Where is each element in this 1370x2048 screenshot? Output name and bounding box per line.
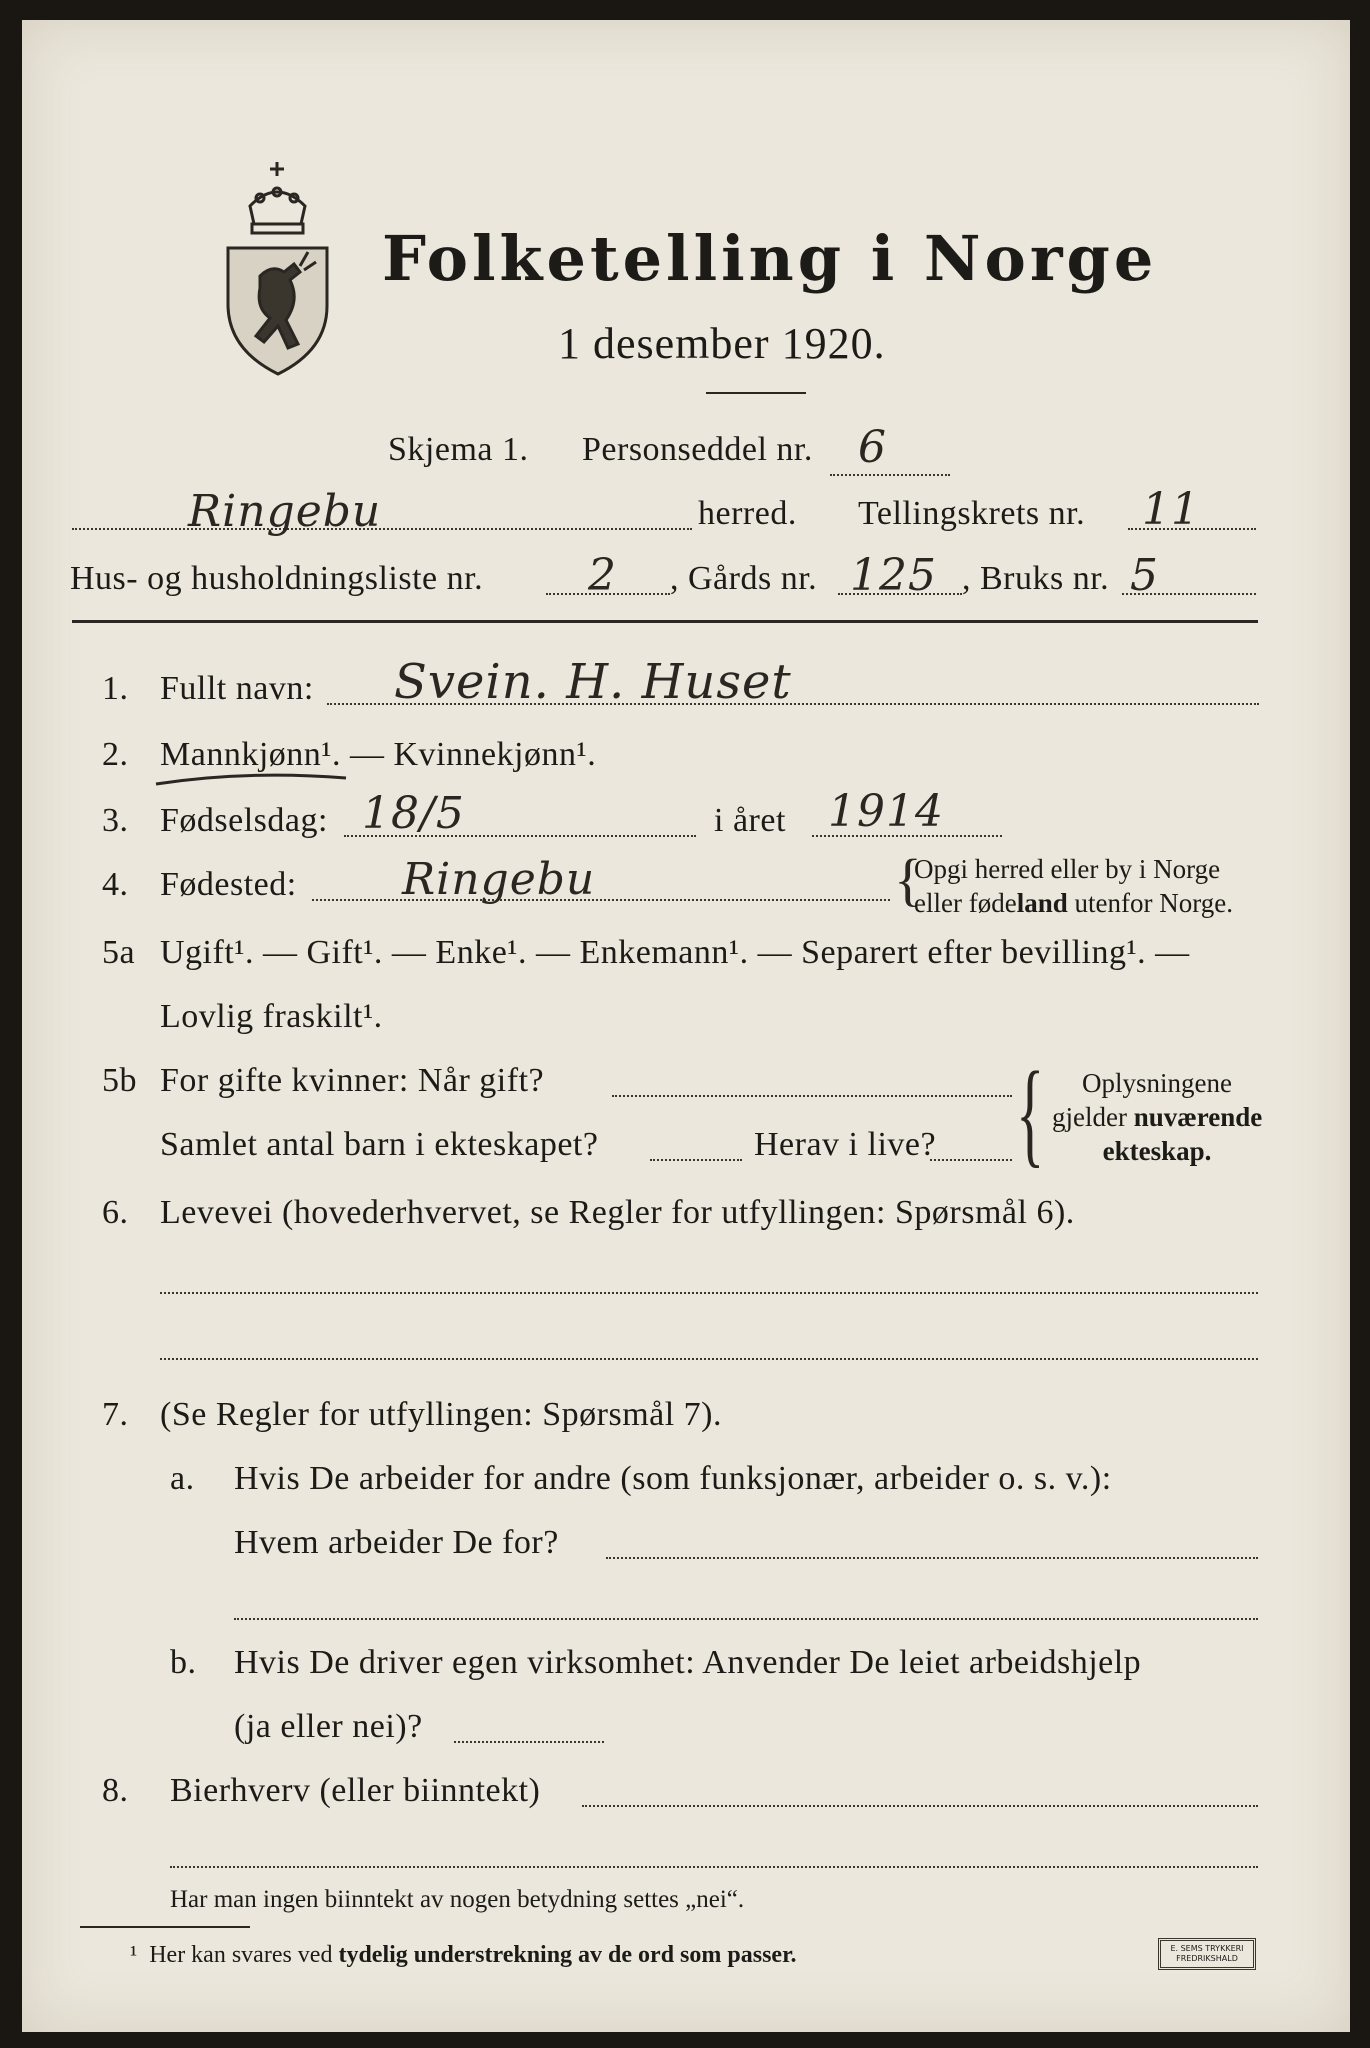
side-income-label: Bierhverv (eller biinntekt) xyxy=(170,1772,541,1809)
husliste-label: Hus- og husholdningsliste nr. xyxy=(70,560,484,597)
tellingskrets-label: Tellingskrets nr. xyxy=(858,495,1086,532)
hired-help-label: (ja eller nei)? xyxy=(234,1708,423,1745)
birthday-label: Fødselsdag: xyxy=(160,802,328,839)
side-income-field-2[interactable] xyxy=(170,1866,1258,1868)
title-divider xyxy=(706,392,806,394)
husliste-field[interactable]: 2 xyxy=(588,550,617,601)
children-count-label: Samlet antal barn i ekteskapet? xyxy=(160,1126,599,1163)
works-for-others-label: Hvis De arbeider for andre (som funksjonær, arbeider o. s. v.): xyxy=(234,1460,1112,1497)
married-when-label: For gifte kvinner: Når gift? xyxy=(160,1062,545,1099)
footnote-divider xyxy=(80,1926,250,1928)
employer-field[interactable] xyxy=(606,1557,1258,1559)
birthplace-field[interactable]: Ringebu xyxy=(402,854,596,905)
birthplace-brace: { xyxy=(894,847,922,912)
occupation-label: Levevei (hovederhvervet, se Regler for utfyllingen: Spørsmål 6). xyxy=(160,1194,1075,1231)
side-income-field[interactable] xyxy=(582,1805,1258,1807)
bruks-field[interactable]: 5 xyxy=(1130,550,1159,601)
bruks-label: , Bruks nr. xyxy=(962,560,1110,597)
marriage-brace: { xyxy=(1016,1047,1045,1178)
marriage-note: Oplysningene gjelder nuværende ekteskap. xyxy=(1052,1068,1263,1166)
hired-help-field[interactable] xyxy=(454,1741,604,1743)
full-name-field[interactable]: Svein. H. Huset xyxy=(394,654,792,710)
occupation-field-2[interactable] xyxy=(160,1358,1258,1360)
printer-stamp: E. SEMS TRYKKERI FREDRIKSHALD xyxy=(1158,1938,1256,1970)
married-when-field[interactable] xyxy=(612,1095,1012,1097)
occupation-field[interactable] xyxy=(160,1292,1258,1294)
herred-label: herred. xyxy=(698,495,797,532)
gards-label: , Gårds nr. xyxy=(670,560,818,597)
own-business-label: Hvis De driver egen virksomhet: Anvender De leiet arbeidshjelp xyxy=(234,1644,1142,1681)
q7-label: (Se Regler for utfyllingen: Spørsmål 7). xyxy=(160,1396,723,1433)
herred-field[interactable]: Ringebu xyxy=(188,486,382,537)
birthday-field[interactable]: 18/5 xyxy=(362,788,465,839)
birthplace-label: Fødested: xyxy=(160,866,297,903)
birthplace-note: Opgi herred eller by i Norge eller fødeland utenfor Norge. xyxy=(914,854,1233,918)
birth-year-label: i året xyxy=(714,802,786,839)
header-rule xyxy=(72,620,1258,623)
children-alive-label: Herav i live? xyxy=(754,1126,937,1163)
children-count-field[interactable] xyxy=(650,1159,742,1161)
footnote: ¹ Her kan svares ved tydelig understrekning av de ord som passer. xyxy=(130,1942,797,1968)
employer-field-2[interactable] xyxy=(234,1618,1258,1620)
marital-status-options-cont: Lovlig fraskilt¹. xyxy=(160,998,383,1035)
full-name-label: Fullt navn: xyxy=(160,670,314,707)
employer-label: Hvem arbeider De for? xyxy=(234,1524,559,1561)
children-alive-field[interactable] xyxy=(930,1159,1012,1161)
gards-field[interactable]: 125 xyxy=(850,550,937,601)
form-date: 1 desember 1920. xyxy=(558,319,886,368)
gender-underline-mark xyxy=(152,772,352,788)
census-form-page: Folketelling i Norge 1 desember 1920. Skjema 1. Personseddel nr. 6 Ringebu herred. Tellingskrets nr. 11 Hus- og husholdningsliste nr. 2 , Gårds nr. 125 , Bruks nr. 5 1. Fullt navn: Svein. H. Huset 2. Mannkjønn¹. — Kvinnekjønn¹. 3. Fødselsdag: 18/5 i året 1914 4. Fødested: Ringebu { Opgi herred eller by i Norge eller fødeland utenfor Norge. 5a Ugift¹. — Gift¹. — Enke¹. — Enkemann¹. — Separert efter bevilling¹. — Lovlig fraskilt¹. 5b For gifte kvinner: Når gift? Samlet antal barn i ekteskapet? Herav i live? { Oplysningene gjelder nuværende ekteskap. 6. Levevei (hovederhvervet, se Regler for utfyllingen: Spørsmål 6). 7. (Se Regler for utfyllingen: Spørsmål 7). a. Hvis De arbeider for andre (som funksjonær, arbeider o. s. v.): Hvem arbeider De for? b. Hvis De driver egen virksomhet: Anvender De leiet arbeidshjelp (ja eller nei)? 8. Bierhverv (eller biinntekt) Har man ingen biinntekt av nogen betydning settes „nei“. ¹ Her kan svares ved tydelig understrekning av de ord som passer. E. SEMS TRYKKERI FREDRIKSHALD xyxy=(22,20,1350,2032)
marital-status-options: Ugift¹. — Gift¹. — Enke¹. — Enkemann¹. — Separert efter bevilling¹. — xyxy=(160,934,1190,971)
schema-label: Skjema 1. xyxy=(388,431,529,468)
tellingskrets-field[interactable]: 11 xyxy=(1142,484,1200,535)
birth-year-field[interactable]: 1914 xyxy=(828,786,944,837)
gender-options: Mannkjønn¹. — Kvinnekjønn¹. xyxy=(160,736,597,773)
personseddel-label: Personseddel nr. xyxy=(582,431,813,468)
personseddel-number[interactable]: 6 xyxy=(858,422,887,473)
form-title: Folketelling i Norge xyxy=(382,222,1158,295)
coat-of-arms-icon xyxy=(220,158,335,378)
side-income-note: Har man ingen biinntekt av nogen betydning settes „nei“. xyxy=(170,1886,745,1913)
